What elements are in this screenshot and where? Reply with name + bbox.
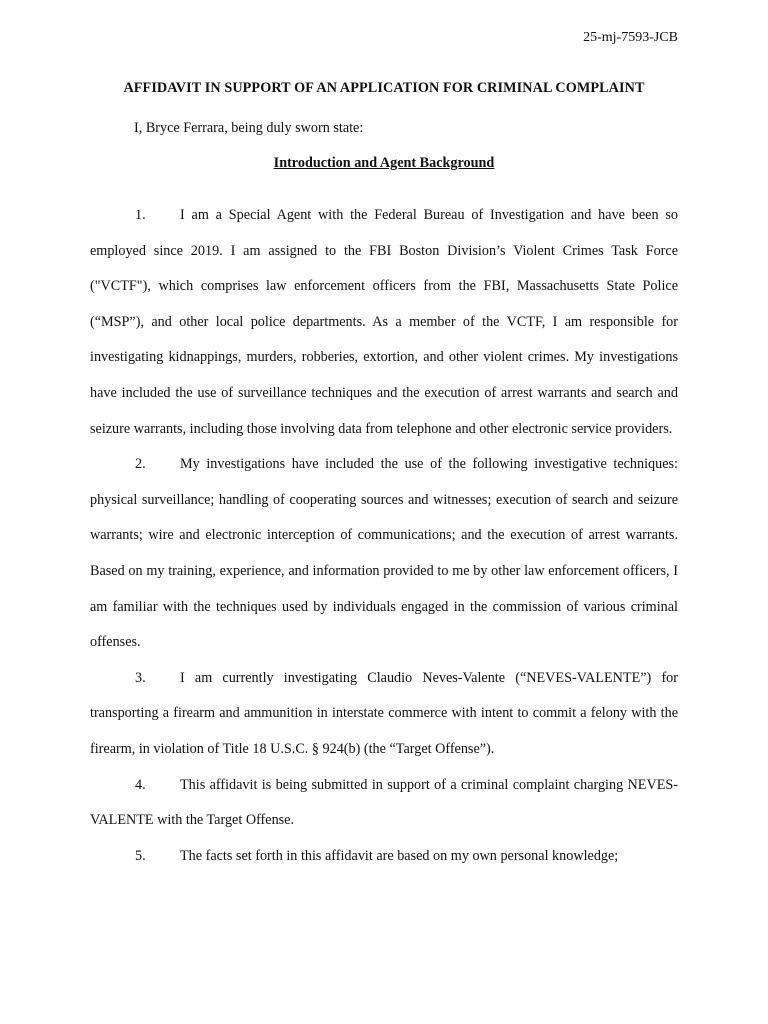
paragraph-number: 4.	[135, 776, 146, 793]
case-number: 25-mj-7593-JCB	[583, 30, 678, 45]
paragraph-number: 3.	[135, 669, 146, 686]
paragraph-text: I am a Special Agent with the Federal Bureau of Investigation and have been so employed since 2019. I am assigned to the FBI Boston Division’s Violent Crimes Task Force ("VCTF"), which comprises law enforcement officers from the FBI, Massachusetts State Police (“MSP”), and other local police departments. As a member of the VCTF, I am responsible for investigating kidnappings, murders, robberies, extortion, and other violent crimes. My investigations have included the use of surveillance techniques and the execution of arrest warrants and search and seizure warrants, including those involving data from telephone and other electronic service providers.	[90, 207, 678, 437]
section-heading: Introduction and Agent Background	[273, 155, 495, 171]
paragraph-text: My investigations have included the use of the following investigative techniques: physical surveillance; handling of cooperating sources and witnesses; execution of search and seizure warrants; wire and electronic interception of communications; and the execution of arrest warrants. Based on my training, experience, and information provided to me by other law enforcement officers, I am familiar with the techniques used by individuals engaged in the commission of various criminal offenses.	[90, 456, 678, 651]
document-title: AFFIDAVIT IN SUPPORT OF AN APPLICATION FOR CRIMINAL COMPLAINT	[123, 80, 645, 96]
paragraph-text: This affidavit is being submitted in support of a criminal complaint charging NEVES-VALENTE with the Target Offense.	[90, 776, 678, 829]
paragraph-5	[90, 839, 678, 875]
paragraph-3	[90, 661, 678, 768]
paragraph-4	[90, 768, 678, 839]
paragraph-number: 5.	[135, 847, 146, 864]
intro-line: I, Bryce Ferrara, being duly sworn state:	[134, 120, 364, 136]
paragraph-text: I am currently investigating Claudio Neves-Valente (“NEVES-VALENTE”) for transporting a firearm and ammunition in interstate commerce with intent to commit a felony with the firearm, in violation of Title 18 U.S.C. § 924(b) (the “Target Offense”).	[90, 669, 678, 757]
paragraph-number: 1.	[135, 207, 146, 223]
paragraph-1	[90, 198, 678, 447]
paragraph-text: The facts set forth in this affidavit are based on my own personal knowledge;	[180, 847, 619, 864]
paragraph-number: 2.	[135, 456, 146, 473]
paragraph-2	[90, 447, 678, 661]
document-body	[90, 198, 678, 874]
